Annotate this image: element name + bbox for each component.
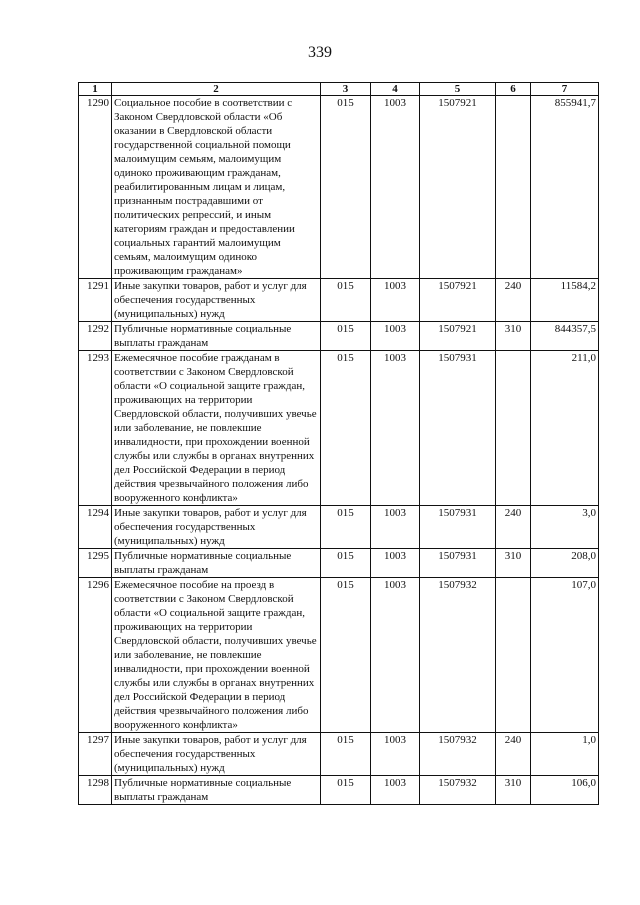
table-row — [79, 279, 599, 322]
col-header-7: 7 — [531, 83, 599, 96]
table-row — [79, 776, 599, 805]
row-code-target: 1507921 — [420, 96, 496, 279]
row-number: 1290 — [79, 96, 112, 279]
row-code-expense-type — [496, 96, 531, 279]
table-row — [79, 506, 599, 549]
row-code-section: 1003 — [371, 351, 420, 506]
row-code-section: 1003 — [371, 776, 420, 805]
row-code-expense-type: 310 — [496, 549, 531, 578]
row-code-target: 1507931 — [420, 549, 496, 578]
row-amount: 107,0 — [531, 578, 599, 733]
col-header-6: 6 — [496, 83, 531, 96]
row-name: Иные закупки товаров, работ и услуг для обеспечения государственных (муниципальных) нужд — [112, 279, 321, 322]
header-row — [79, 83, 599, 96]
row-code-ministry: 015 — [321, 506, 371, 549]
row-code-expense-type — [496, 578, 531, 733]
row-number: 1292 — [79, 322, 112, 351]
row-code-expense-type: 310 — [496, 322, 531, 351]
row-number: 1297 — [79, 733, 112, 776]
row-code-ministry: 015 — [321, 96, 371, 279]
col-header-3: 3 — [321, 83, 371, 96]
col-header-2: 2 — [112, 83, 321, 96]
row-amount: 844357,5 — [531, 322, 599, 351]
row-code-section: 1003 — [371, 96, 420, 279]
row-code-target: 1507931 — [420, 351, 496, 506]
row-number: 1291 — [79, 279, 112, 322]
row-amount: 11584,2 — [531, 279, 599, 322]
row-code-ministry: 015 — [321, 322, 371, 351]
row-code-section: 1003 — [371, 578, 420, 733]
row-code-ministry: 015 — [321, 549, 371, 578]
row-name: Публичные нормативные социальные выплаты гражданам — [112, 549, 321, 578]
row-amount: 211,0 — [531, 351, 599, 506]
row-name: Ежемесячное пособие гражданам в соответствии с Законом Свердловской области «О социальной защите граждан, проживающих на территории Свердловской области, получивших увечье или заболевание, не повлекшие инвалидности, при прохождении военной службы или службы в органах внутренних дел Российской Федерации в период действия чрезвычайного положения либо вооруженного конфликта» — [112, 351, 321, 506]
row-number: 1294 — [79, 506, 112, 549]
row-code-expense-type: 240 — [496, 506, 531, 549]
row-name: Иные закупки товаров, работ и услуг для обеспечения государственных (муниципальных) нужд — [112, 506, 321, 549]
table-row — [79, 733, 599, 776]
row-code-ministry: 015 — [321, 578, 371, 733]
table-row — [79, 96, 599, 279]
row-code-section: 1003 — [371, 322, 420, 351]
row-number: 1298 — [79, 776, 112, 805]
table-row — [79, 578, 599, 733]
row-amount: 855941,7 — [531, 96, 599, 279]
row-code-expense-type — [496, 351, 531, 506]
row-number: 1295 — [79, 549, 112, 578]
table-row — [79, 322, 599, 351]
row-name: Иные закупки товаров, работ и услуг для обеспечения государственных (муниципальных) нужд — [112, 733, 321, 776]
row-name: Ежемесячное пособие на проезд в соответствии с Законом Свердловской области «О социальной защите граждан, проживающих на территории Свердловской области, получивших увечье или заболевание, не повлекшие инвалидности, при прохождении военной службы или службы в органах внутренних дел Российской Федерации в период действия чрезвычайного положения либо вооруженного конфликта» — [112, 578, 321, 733]
row-code-target: 1507921 — [420, 279, 496, 322]
row-code-section: 1003 — [371, 506, 420, 549]
row-name: Публичные нормативные социальные выплаты гражданам — [112, 322, 321, 351]
row-amount: 208,0 — [531, 549, 599, 578]
page-number: 339 — [308, 44, 332, 61]
row-code-target: 1507932 — [420, 733, 496, 776]
row-code-expense-type: 310 — [496, 776, 531, 805]
row-code-target: 1507921 — [420, 322, 496, 351]
row-code-expense-type: 240 — [496, 733, 531, 776]
row-code-target: 1507932 — [420, 776, 496, 805]
row-code-ministry: 015 — [321, 351, 371, 506]
col-header-5: 5 — [420, 83, 496, 96]
row-code-target: 1507931 — [420, 506, 496, 549]
table-row — [79, 351, 599, 506]
col-header-4: 4 — [371, 83, 420, 96]
row-code-ministry: 015 — [321, 776, 371, 805]
row-code-ministry: 015 — [321, 733, 371, 776]
row-code-section: 1003 — [371, 733, 420, 776]
row-code-section: 1003 — [371, 279, 420, 322]
row-amount: 106,0 — [531, 776, 599, 805]
row-code-target: 1507932 — [420, 578, 496, 733]
row-name: Публичные нормативные социальные выплаты гражданам — [112, 776, 321, 805]
row-code-section: 1003 — [371, 549, 420, 578]
row-code-expense-type: 240 — [496, 279, 531, 322]
row-code-ministry: 015 — [321, 279, 371, 322]
budget-table — [78, 82, 599, 805]
row-amount: 1,0 — [531, 733, 599, 776]
row-number: 1296 — [79, 578, 112, 733]
row-amount: 3,0 — [531, 506, 599, 549]
col-header-1: 1 — [79, 83, 112, 96]
row-number: 1293 — [79, 351, 112, 506]
table-row — [79, 549, 599, 578]
row-name: Социальное пособие в соответствии с Законом Свердловской области «Об оказании в Свердловской области государственной социальной помощи малоимущим семьям, малоимущим одиноко проживающим гражданам, реабилитированным лицам и лицам, признанным пострадавшими от политических репрессий, и иным категориям граждан и предоставлении социальных гарантий малоимущим семьям, малоимущим одиноко проживающим гражданам» — [112, 96, 321, 279]
